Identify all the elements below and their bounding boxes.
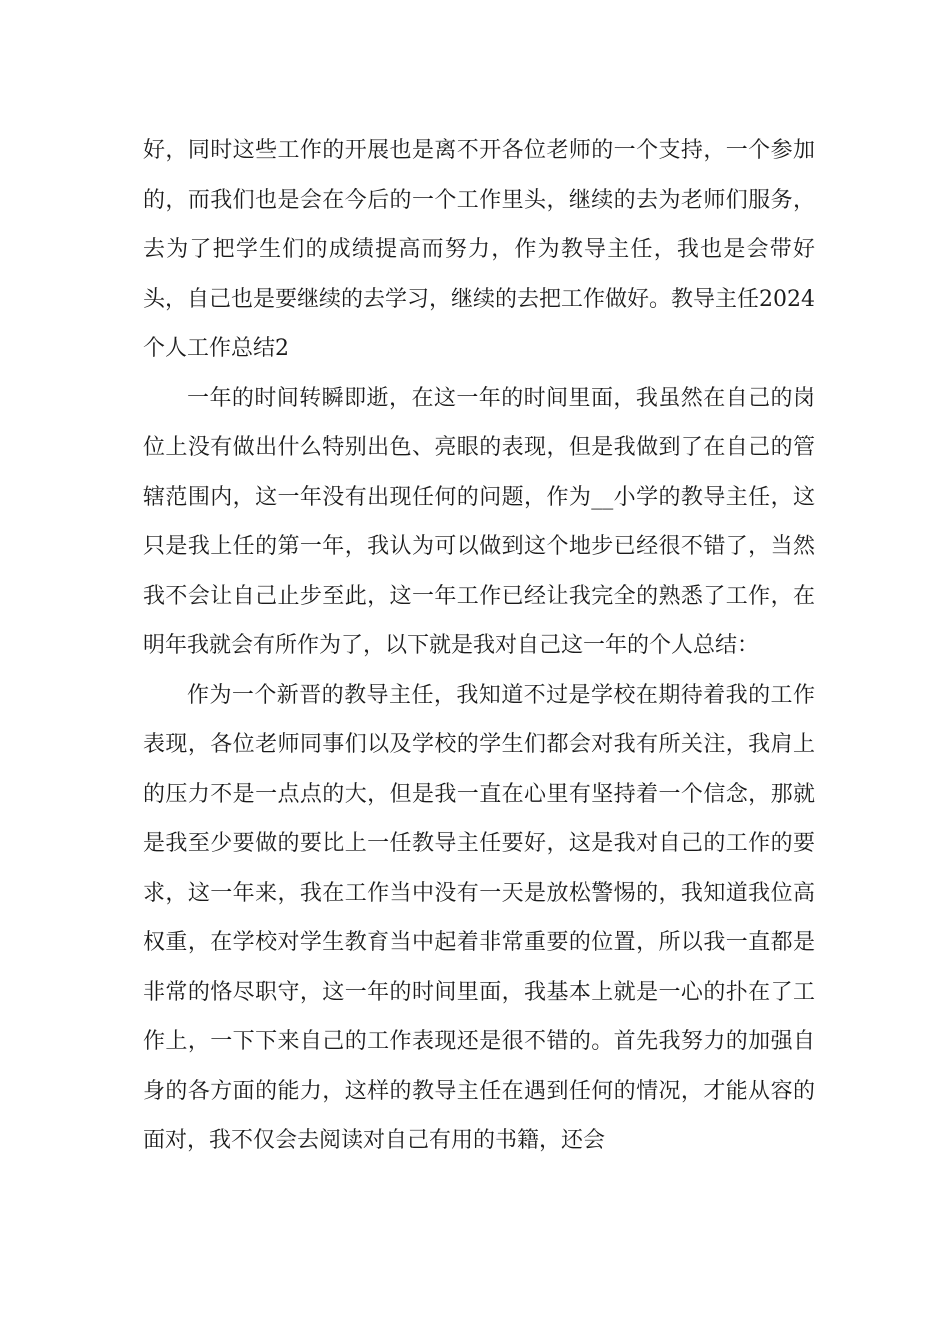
document-body bbox=[143, 126, 815, 1166]
paragraph-1: 好，同时这些工作的开展也是离不开各位老师的一个支持，一个参加的，而我们也是会在今后的一个工作里头，继续的去为老师们服务，去为了把学生们的成绩提高而努力，作为教导主任，我也是会带好头，自己也是要继续的去学习，继续的去把工作做好。教导主任2024个人工作总结2 bbox=[143, 138, 815, 361]
paragraph-3: 作为一个新晋的教导主任，我知道不过是学校在期待着我的工作表现，各位老师同事们以及学校的学生们都会对我有所关注，我肩上的压力不是一点点的大，但是我一直在心里有坚持着一个信念，那就是我至少要做的要比上一任教导主任要好，这是我对自己的工作的要求，这一年来，我在工作当中没有一天是放松警惕的，我知道我位高权重，在学校对学生教育当中起着非常重要的位置，所以我一直都是非常的恪尽职守，这一年的时间里面，我基本上就是一心的扑在了工作上，一下下来自己的工作表现还是很不错的。首先我努力的加强自身的各方面的能力，这样的教导主任在遇到任何的情况，才能从容的面对，我不仅会去阅读对自己有用的书籍，还会 bbox=[143, 682, 815, 1153]
paragraph-2: 一年的时间转瞬即逝，在这一年的时间里面，我虽然在自己的岗位上没有做出什么特别出色、亮眼的表现，但是我做到了在自己的管辖范围内，这一年没有出现任何的问题，作为__小学的教导主任，这只是我上任的第一年，我认为可以做到这个地步已经很不错了，当然我不会让自己止步至此，这一年工作已经让我完全的熟悉了工作，在明年我就会有所作为了，以下就是我对自己这一年的个人总结： bbox=[143, 385, 815, 658]
